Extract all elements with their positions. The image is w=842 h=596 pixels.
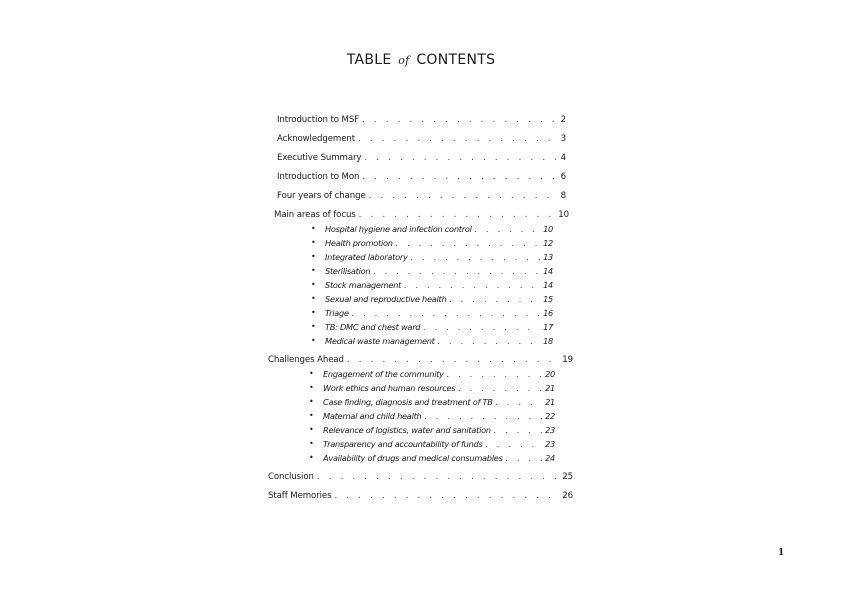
toc-subentry[interactable] bbox=[325, 237, 553, 249]
toc-entry[interactable] bbox=[277, 190, 566, 202]
toc-entry[interactable] bbox=[277, 133, 566, 145]
toc-subentry-page: 23 bbox=[545, 439, 555, 449]
bullet-icon: • bbox=[309, 425, 314, 434]
leader-dots bbox=[475, 223, 540, 235]
toc-entry[interactable] bbox=[274, 209, 569, 221]
toc-subentry-label: Case finding, diagnosis and treatment of TB bbox=[323, 397, 493, 407]
leader-dots bbox=[423, 321, 540, 333]
toc-subentry[interactable] bbox=[325, 279, 553, 291]
toc-entry[interactable] bbox=[277, 152, 566, 164]
bullet-icon: • bbox=[311, 336, 316, 345]
toc-subentry-page: 12 bbox=[543, 238, 553, 248]
toc-entry-label: Main areas of focus bbox=[274, 210, 356, 220]
bullet-icon: • bbox=[311, 294, 316, 303]
toc-subentry[interactable] bbox=[325, 251, 553, 263]
toc-subentry-page: 14 bbox=[543, 266, 553, 276]
bullet-icon: • bbox=[311, 308, 316, 317]
toc-subentry-page: 20 bbox=[545, 369, 555, 379]
title-part-contents: CONTENTS bbox=[416, 52, 496, 68]
toc-subentry[interactable] bbox=[323, 438, 555, 450]
toc-subentry-page: 21 bbox=[545, 397, 555, 407]
leader-dots bbox=[352, 307, 540, 319]
toc-subentry[interactable] bbox=[323, 410, 555, 422]
toc-entry-label: Staff Memories bbox=[268, 491, 332, 501]
toc-entry-label: Introduction to Mon bbox=[277, 172, 360, 182]
leader-dots bbox=[335, 490, 560, 502]
leader-dots bbox=[317, 471, 559, 483]
toc-entry-page: 2 bbox=[560, 115, 566, 125]
toc-entry-page: 10 bbox=[558, 210, 569, 220]
toc-subentry-label: Sterilisation bbox=[325, 266, 371, 276]
leader-dots bbox=[447, 368, 542, 380]
toc-subentry[interactable] bbox=[325, 321, 553, 333]
toc-entry-label: Executive Summary bbox=[277, 153, 362, 163]
leader-dots bbox=[364, 152, 557, 164]
title-part-table: TABLE bbox=[346, 52, 392, 68]
bullet-icon: • bbox=[311, 238, 316, 247]
leader-dots bbox=[494, 424, 542, 436]
bullet-icon: • bbox=[311, 280, 316, 289]
toc-subentry-page: 16 bbox=[543, 308, 553, 318]
toc-subentry-label: Relevance of logistics, water and sanitation bbox=[323, 425, 491, 435]
page-title bbox=[0, 52, 842, 68]
toc-subentry-label: Sexual and reproductive health bbox=[325, 294, 447, 304]
toc-subentry-page: 23 bbox=[545, 425, 555, 435]
toc-entry[interactable] bbox=[268, 354, 573, 366]
toc-subentry[interactable] bbox=[323, 396, 555, 408]
bullet-icon: • bbox=[309, 453, 314, 462]
toc-subentry[interactable] bbox=[323, 424, 555, 436]
toc-subentry[interactable] bbox=[323, 368, 555, 380]
toc-subentry[interactable] bbox=[323, 452, 555, 464]
toc-entry-page: 26 bbox=[562, 491, 573, 501]
toc-subentry-label: TB: DMC and chest ward bbox=[325, 322, 421, 332]
toc-entry-page: 19 bbox=[562, 355, 573, 365]
toc-subentry-page: 15 bbox=[543, 294, 553, 304]
toc-subentry-label: Health promotion bbox=[325, 238, 393, 248]
toc-subentry[interactable] bbox=[325, 223, 553, 235]
toc-entry[interactable] bbox=[277, 171, 566, 183]
leader-dots bbox=[449, 293, 540, 305]
toc-subentry[interactable] bbox=[325, 335, 553, 347]
leader-dots bbox=[358, 133, 558, 145]
toc-entry-page: 6 bbox=[560, 172, 566, 182]
leader-dots bbox=[411, 251, 541, 263]
toc-subentry-label: Triage bbox=[325, 308, 349, 318]
leader-dots bbox=[359, 209, 556, 221]
leader-dots bbox=[369, 190, 558, 202]
leader-dots bbox=[373, 265, 540, 277]
toc-subentry-label: Availability of drugs and medical consumables bbox=[323, 453, 503, 463]
title-part-of: of bbox=[398, 54, 410, 67]
bullet-icon: • bbox=[311, 322, 316, 331]
leader-dots bbox=[438, 335, 540, 347]
bullet-icon: • bbox=[311, 252, 316, 261]
toc-subentry-page: 10 bbox=[543, 224, 553, 234]
toc-subentry-label: Hospital hygiene and infection control bbox=[325, 224, 472, 234]
leader-dots bbox=[486, 438, 543, 450]
toc-subentry-page: 14 bbox=[543, 280, 553, 290]
toc-entry-page: 4 bbox=[560, 153, 566, 163]
bullet-icon: • bbox=[309, 397, 314, 406]
toc-subentry-page: 13 bbox=[543, 252, 553, 262]
toc-entry-label: Four years of change bbox=[277, 191, 366, 201]
leader-dots bbox=[347, 354, 559, 366]
leader-dots bbox=[506, 452, 542, 464]
toc-subentry-page: 18 bbox=[543, 336, 553, 346]
toc-subentry-label: Work ethics and human resources bbox=[323, 383, 456, 393]
bullet-icon: • bbox=[309, 411, 314, 420]
toc-subentry-page: 22 bbox=[545, 411, 555, 421]
toc-entry[interactable] bbox=[277, 114, 566, 126]
bullet-icon: • bbox=[309, 369, 314, 378]
toc-entry-page: 3 bbox=[560, 134, 566, 144]
toc-subentry[interactable] bbox=[325, 307, 553, 319]
toc-entry-label: Acknowledgement bbox=[277, 134, 356, 144]
toc-entry-label: Introduction to MSF bbox=[277, 115, 360, 125]
leader-dots bbox=[362, 114, 558, 126]
leader-dots bbox=[362, 171, 557, 183]
toc-entry[interactable] bbox=[268, 490, 573, 502]
toc-subentry-label: Stock management bbox=[325, 280, 402, 290]
toc-entry-label: Challenges Ahead bbox=[268, 355, 344, 365]
bullet-icon: • bbox=[309, 439, 314, 448]
leader-dots bbox=[425, 410, 543, 422]
toc-subentry[interactable] bbox=[325, 293, 553, 305]
toc-subentry-label: Engagement of the community bbox=[323, 369, 444, 379]
toc-subentry-page: 21 bbox=[545, 383, 555, 393]
toc-entry-page: 8 bbox=[560, 191, 566, 201]
leader-dots bbox=[396, 237, 540, 249]
toc-subentry-page: 24 bbox=[545, 453, 555, 463]
leader-dots bbox=[496, 396, 543, 408]
toc-subentry[interactable] bbox=[323, 382, 555, 394]
bullet-icon: • bbox=[309, 383, 314, 392]
toc-subentry-label: Integrated laboratory bbox=[325, 252, 408, 262]
toc-subentry-page: 17 bbox=[543, 322, 553, 332]
toc-subentry-label: Maternal and child health bbox=[323, 411, 422, 421]
toc-subentry[interactable] bbox=[325, 265, 553, 277]
toc-subentry-label: Medical waste management bbox=[325, 336, 435, 346]
toc-entry-label: Conclusion bbox=[268, 472, 314, 482]
bullet-icon: • bbox=[311, 224, 316, 233]
toc-entry-page: 25 bbox=[562, 472, 573, 482]
leader-dots bbox=[404, 279, 540, 291]
bullet-icon: • bbox=[311, 266, 316, 275]
leader-dots bbox=[458, 382, 542, 394]
toc-entry[interactable] bbox=[268, 471, 573, 483]
page-number: 1 bbox=[778, 548, 785, 558]
toc-subentry-label: Transparency and accountability of funds bbox=[323, 439, 483, 449]
